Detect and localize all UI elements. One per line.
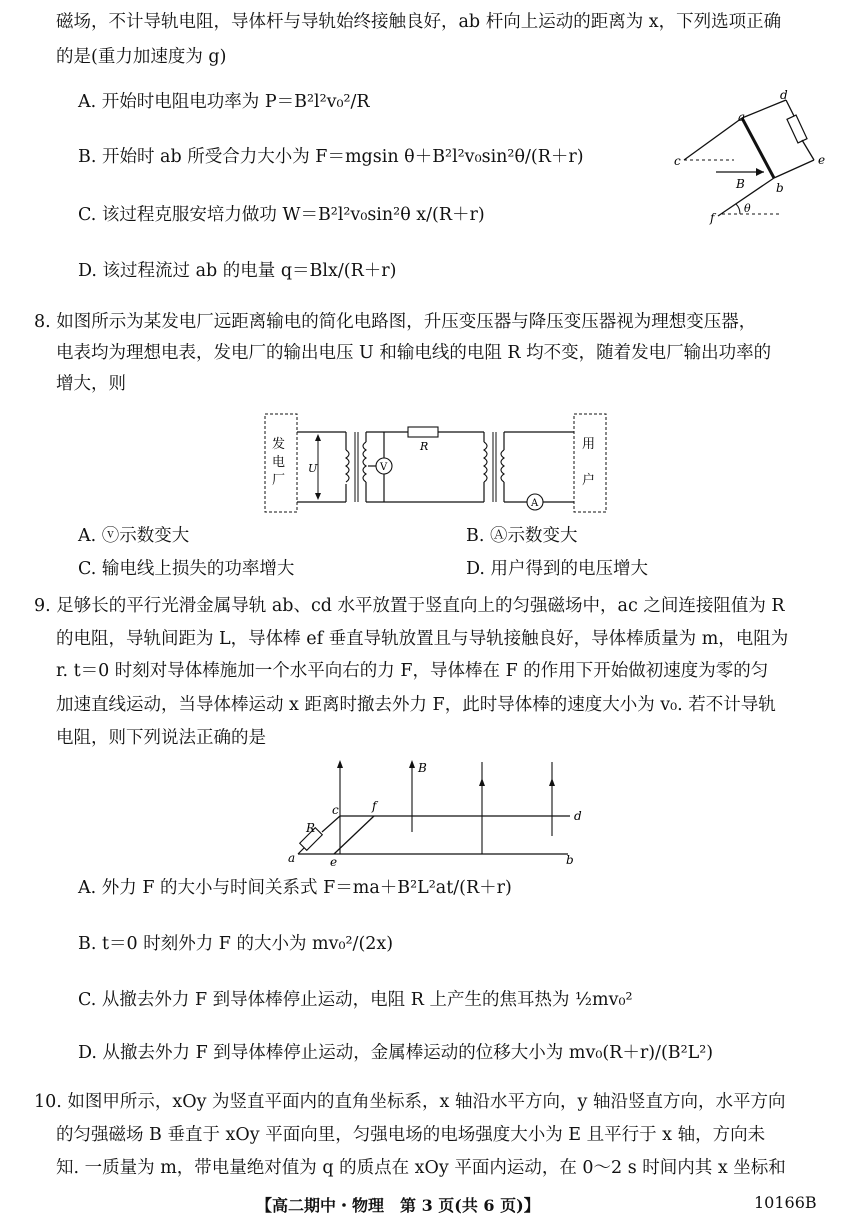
q8-label-a: A	[531, 498, 539, 509]
q8-line-3: 增大，则	[56, 374, 126, 394]
q10-line-3: 知. 一质量为 m，带电量绝对值为 q 的质点在 xOy 平面内运动，在 0～2 s 时间内其 x 坐标和	[56, 1158, 786, 1178]
q8-label-chang: 厂	[272, 473, 286, 488]
q8-option-b: B. Ⓐ示数变大	[466, 526, 578, 546]
q9-line-1: 9. 足够长的平行光滑金属导轨 ab、cd 水平放置于竖直向上的匀强磁场中，ac 之间连接阻值为 R	[34, 596, 785, 616]
q8-label-fa: 发	[272, 437, 286, 452]
q7-label-field: B	[736, 177, 745, 191]
q7-option-d: D. 该过程流过 ab 的电量 q＝Blx/(R＋r)	[78, 261, 397, 281]
q7-option-c: C. 该过程克服安培力做功 W＝B²l²v₀sin²θ x/(R＋r)	[78, 205, 485, 225]
q8-label-yong: 用	[582, 437, 596, 452]
q9-label-r: R	[306, 821, 316, 835]
q9-label-c: c	[332, 803, 339, 817]
q7-line-1: 磁场，不计导轨电阻，导体杆与导轨始终接触良好，ab 杆向上运动的距离为 x，下列选项正确	[56, 12, 782, 32]
q9-option-a: A. 外力 F 的大小与时间关系式 F＝ma＋B²L²at/(R＋r)	[78, 878, 512, 898]
q9-line-5: 电阻，则下列说法正确的是	[56, 728, 266, 748]
q7-label-d: d	[780, 88, 788, 102]
q8-line-2: 电表均为理想电表，发电厂的输出电压 U 和输电线的电阻 R 均不变，随着发电厂输出功率的	[56, 343, 772, 363]
q9-rail-figure	[284, 758, 594, 868]
q9-label-e: e	[330, 855, 338, 868]
q8-option-a: A. ⓥ示数变大	[78, 526, 190, 546]
q8-option-d: D. 用户得到的电压增大	[466, 559, 649, 579]
q9-line-2: 的电阻，导轨间距为 L，导体棒 ef 垂直导轨放置且与导轨接触良好，导体棒质量为 m，电阻为	[56, 629, 789, 649]
q8-circuit-figure	[262, 410, 612, 516]
q7-label-f: f	[710, 211, 715, 225]
q9-label-a: a	[288, 851, 296, 865]
q8-label-u: U	[308, 462, 318, 475]
q7-label-c: c	[674, 154, 681, 168]
q10-line-2: 的匀强磁场 B 垂直于 xOy 平面向里，匀强电场的电场强度大小为 E 且平行于 x 轴，方向未	[56, 1125, 766, 1145]
paper-code: 10166B	[754, 1193, 817, 1212]
q7-label-e: e	[818, 153, 826, 167]
q8-label-hu: 户	[582, 473, 596, 488]
q9-line-3: r. t＝0 时刻对导体棒施加一个水平向右的力 F，导体棒在 F 的作用下开始做初速度为零的匀	[56, 661, 769, 681]
q7-label-b: b	[776, 181, 784, 195]
q9-label-b-field: B	[418, 761, 427, 775]
q8-option-c: C. 输电线上损失的功率增大	[78, 559, 295, 579]
q9-option-d: D. 从撤去外力 F 到导体棒停止运动，金属棒运动的位移大小为 mv₀(R＋r)/(B²L²)	[78, 1043, 714, 1063]
q8-label-v: V	[380, 462, 388, 473]
q7-rail-figure	[670, 88, 840, 228]
q10-line-1: 10. 如图甲所示，xOy 为竖直平面内的直角坐标系，x 轴沿水平方向，y 轴沿竖直方向，水平方向	[34, 1092, 786, 1112]
page-footer: 【高二期中・物理 第 3 页(共 6 页)】	[256, 1196, 540, 1215]
q9-label-b: b	[566, 853, 574, 867]
q8-label-r: R	[420, 440, 429, 453]
q7-line-2: 的是(重力加速度为 g)	[56, 47, 227, 67]
q9-label-d: d	[574, 809, 582, 823]
q7-option-b: B. 开始时 ab 所受合力大小为 F＝mgsin θ＋B²l²v₀sin²θ/(R＋r)	[78, 147, 584, 167]
q7-option-a: A. 开始时电阻电功率为 P＝B²l²v₀²/R	[78, 92, 370, 112]
q7-label-a: a	[738, 110, 746, 124]
q8-line-1: 8. 如图所示为某发电厂远距离输电的简化电路图，升压变压器与降压变压器视为理想变压器，	[34, 312, 757, 332]
q9-label-f: f	[372, 799, 377, 813]
q8-label-dian: 电	[272, 455, 286, 470]
q9-line-4: 加速直线运动，当导体棒运动 x 距离时撤去外力 F，此时导体棒的速度大小为 v₀. 若不计导轨	[56, 695, 776, 715]
q7-label-theta: θ	[744, 202, 751, 215]
q9-option-b: B. t＝0 时刻外力 F 的大小为 mv₀²/(2x)	[78, 934, 394, 954]
q9-option-c: C. 从撤去外力 F 到导体棒停止运动，电阻 R 上产生的焦耳热为 ½mv₀²	[78, 990, 633, 1010]
